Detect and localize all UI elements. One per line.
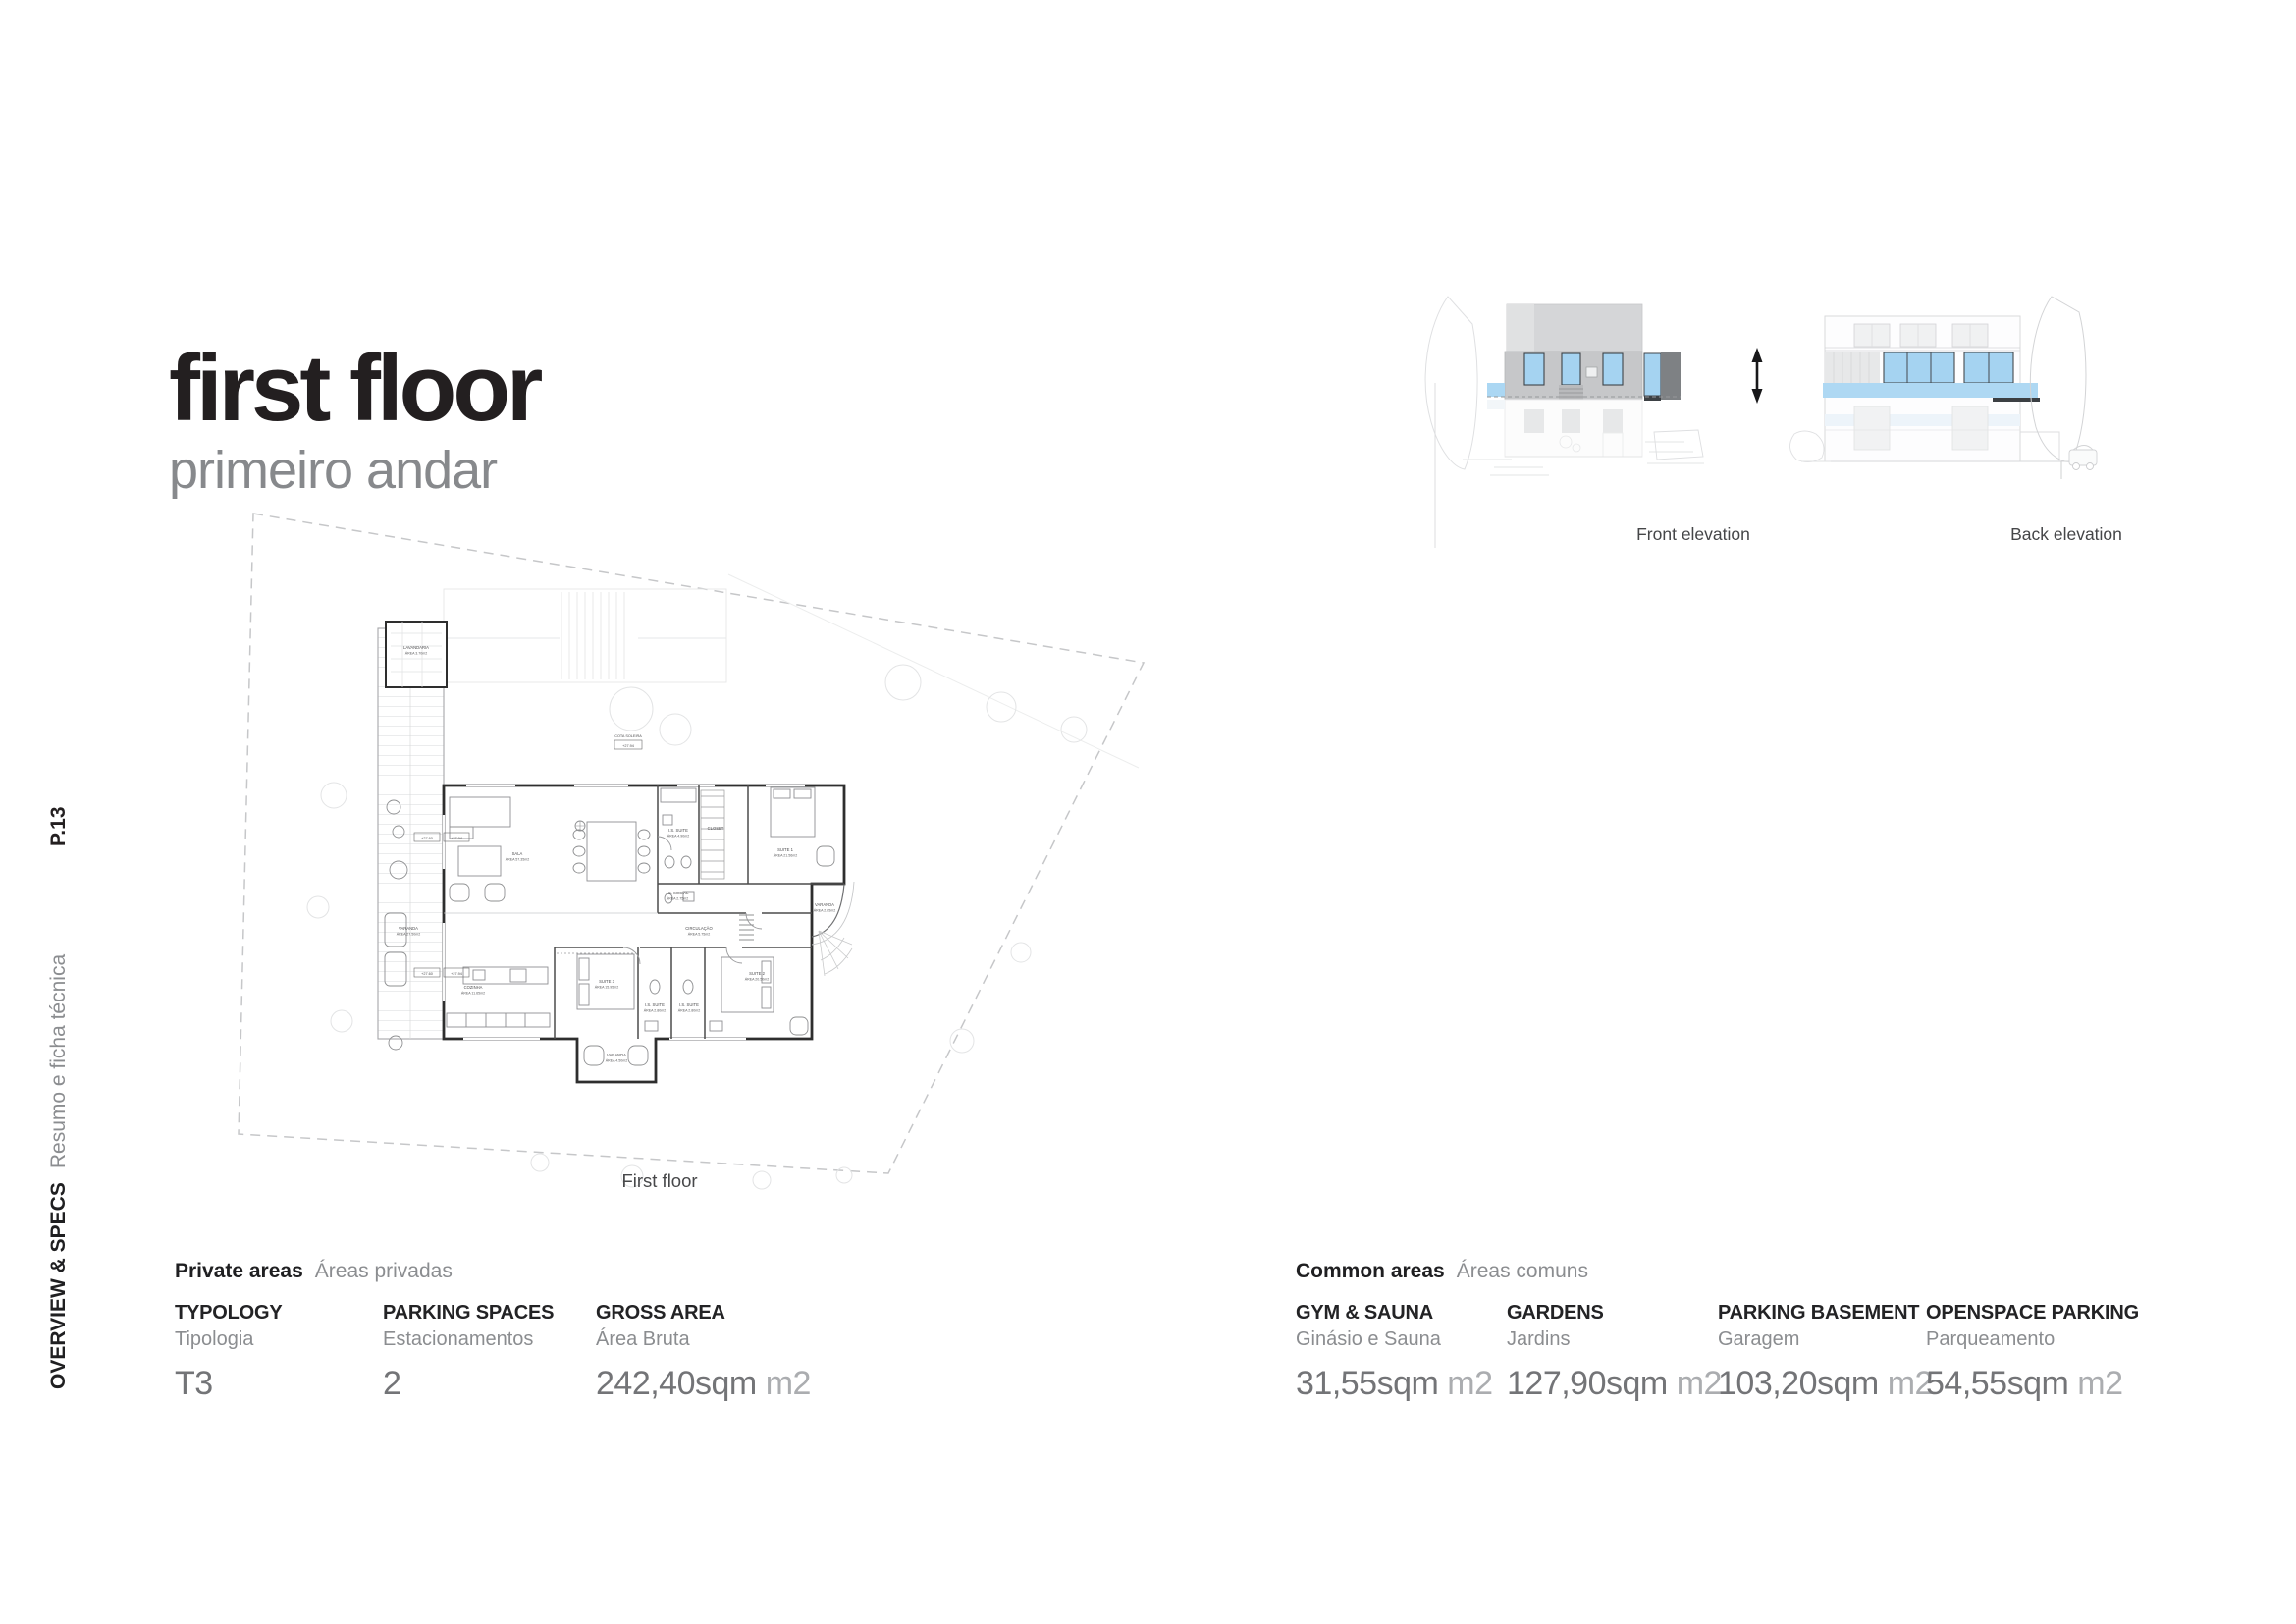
- spec-unit: m2: [765, 1365, 811, 1402]
- room-label: SUITE 1: [777, 847, 793, 852]
- page-subtitle: primeiro andar: [169, 441, 498, 500]
- room-area: ÁREA 3.70m2: [404, 651, 428, 656]
- spec-unit: m2: [1447, 1365, 1493, 1402]
- spec-label: GYM & SAUNA: [1296, 1302, 1434, 1324]
- front-balcony-rail: [1559, 385, 1583, 400]
- room-area: ÁREA 11.65m2: [460, 991, 486, 996]
- level-marker: +27.60: [421, 971, 433, 976]
- front-tree-icon: [1425, 297, 1477, 548]
- spec-parking-spaces: [383, 1302, 554, 1403]
- room-area: ÁREA 5.75m2: [687, 932, 711, 937]
- spec-value: 2: [383, 1365, 401, 1402]
- car-icon: [2069, 446, 2097, 470]
- level-marker: +27.60: [421, 836, 433, 840]
- common-areas-title-pt: Áreas comuns: [1456, 1260, 1588, 1282]
- front-vent: [1586, 367, 1597, 377]
- upper-deck: [444, 589, 726, 682]
- common-areas-title: Common areas: [1296, 1260, 1445, 1282]
- room-area: ÁREA 15.95m2: [594, 985, 619, 990]
- plan-caption: First floor: [621, 1170, 698, 1191]
- spec-label-pt: Estacionamentos: [383, 1328, 534, 1350]
- page-number: P.13: [47, 806, 70, 846]
- room-area: ÁREA 57.35m2: [505, 857, 530, 862]
- private-areas-title-pt: Áreas privadas: [314, 1260, 453, 1282]
- spec-value: 242,40sqm: [596, 1365, 757, 1402]
- room-label: VARANDA: [399, 926, 418, 931]
- spec-openspace-parking: [1926, 1302, 2139, 1403]
- spec-label: OPENSPACE PARKING: [1926, 1302, 2140, 1324]
- spec-value: T3: [175, 1365, 213, 1402]
- front-tall-window: [1644, 353, 1661, 396]
- back-first-floor: [1823, 352, 2040, 402]
- spec-parking-basement: [1718, 1302, 1933, 1403]
- spec-label-pt: Parqueamento: [1926, 1328, 2056, 1350]
- back-top-windows: [1854, 324, 1988, 347]
- spec-label: GROSS AREA: [596, 1302, 725, 1324]
- curved-balcony: [812, 882, 854, 976]
- spec-value: 127,90sqm: [1507, 1365, 1668, 1402]
- cota-soleira-label: COTA SOLEIRA: [614, 734, 642, 738]
- room-area: ÁREA 21.56m2: [773, 853, 798, 858]
- spec-unit: m2: [1887, 1365, 1933, 1402]
- room-label: I.S. SUITE: [668, 828, 688, 833]
- spec-gardens: [1507, 1302, 1722, 1403]
- back-shrub-icon: [1789, 431, 1824, 462]
- room-area: ÁREA 4.90m2: [667, 834, 690, 839]
- front-balcony-slab: [1487, 383, 1505, 397]
- room-label: CIRCULAÇÃO: [685, 926, 713, 931]
- room-label: SUITE 2: [749, 971, 765, 976]
- spec-label: TYPOLOGY: [175, 1302, 283, 1324]
- front-ground-floor: [1487, 400, 1642, 457]
- spec-gym-sauna: [1296, 1302, 1493, 1403]
- room-label: SUITE 3: [599, 979, 614, 984]
- left-balcony-strip: [378, 628, 444, 1050]
- spec-value: 31,55sqm: [1296, 1365, 1439, 1402]
- private-areas-title: Private areas: [175, 1260, 303, 1282]
- spec-value: 54,55sqm: [1926, 1365, 2069, 1402]
- up-down-arrow-icon: [1752, 348, 1763, 404]
- spec-typology: [175, 1302, 283, 1403]
- private-areas-header: [175, 1260, 453, 1283]
- floor-plan-drawing: [216, 491, 1158, 1198]
- room-label: VARANDA: [607, 1053, 626, 1057]
- spec-label-pt: Ginásio e Sauna: [1296, 1328, 1441, 1350]
- spec-label-pt: Garagem: [1718, 1328, 1800, 1350]
- room-area: ÁREA 20.50m2: [744, 977, 770, 982]
- common-areas-header: [1296, 1260, 1588, 1283]
- spec-label-pt: Área Bruta: [596, 1328, 690, 1350]
- front-elevation: [1425, 297, 1704, 548]
- section-title: OVERVIEW & SPECS: [47, 1182, 70, 1389]
- section-subtitle: Resumo e ficha técnica: [47, 953, 70, 1169]
- room-label: LAVANDARIA: [403, 645, 429, 650]
- back-elevation: [1789, 297, 2097, 479]
- back-dark-strip: [1993, 398, 2040, 402]
- room-label: COZINHA: [463, 985, 483, 990]
- room-area: ÁREA 2.80m2: [643, 1008, 667, 1013]
- back-balcony-slab: [1823, 383, 2038, 398]
- spec-label-pt: Tipologia: [175, 1328, 254, 1350]
- spec-label-pt: Jardins: [1507, 1328, 1571, 1350]
- room-area: ÁREA 27.50m2: [396, 932, 421, 937]
- front-elevation-label: Front elevation: [1636, 524, 1750, 544]
- room-label: I.S. SUITE: [679, 1002, 699, 1007]
- level-marker: +27.94: [451, 971, 462, 976]
- room-area: ÁREA 2.80m2: [677, 1008, 701, 1013]
- spec-label: PARKING SPACES: [383, 1302, 555, 1324]
- room-label: CLOSET: [707, 826, 724, 831]
- section-label: [47, 954, 71, 1389]
- room-label: I.S. SUITE: [645, 1002, 665, 1007]
- room-label: SALA: [511, 851, 523, 856]
- page-title: first floor: [169, 336, 540, 441]
- level-marker: +27.94: [451, 836, 462, 840]
- spec-value: 103,20sqm: [1718, 1365, 1879, 1402]
- front-windows: [1524, 353, 1623, 385]
- front-dark-block: [1661, 352, 1681, 400]
- cota-soleira-value: +27.94: [622, 743, 634, 748]
- spec-unit: m2: [2077, 1365, 2123, 1402]
- room-label: I.S. SOCIAL: [666, 891, 689, 895]
- spec-gross-area: [596, 1302, 811, 1403]
- spec-label: PARKING BASEMENT: [1718, 1302, 1920, 1324]
- spec-label: GARDENS: [1507, 1302, 1604, 1324]
- room-area: ÁREA 2.85m2: [813, 908, 836, 913]
- front-top-floor-light: [1507, 304, 1534, 352]
- back-elevation-label: Back elevation: [2010, 524, 2122, 544]
- room-area: ÁREA 2.75m2: [666, 896, 689, 901]
- room-area: ÁREA 4.50m2: [605, 1058, 628, 1063]
- room-label: VARANDA: [815, 902, 834, 907]
- page-header: [169, 336, 540, 500]
- spec-unit: m2: [1676, 1365, 1722, 1402]
- building-walls: [443, 785, 854, 1082]
